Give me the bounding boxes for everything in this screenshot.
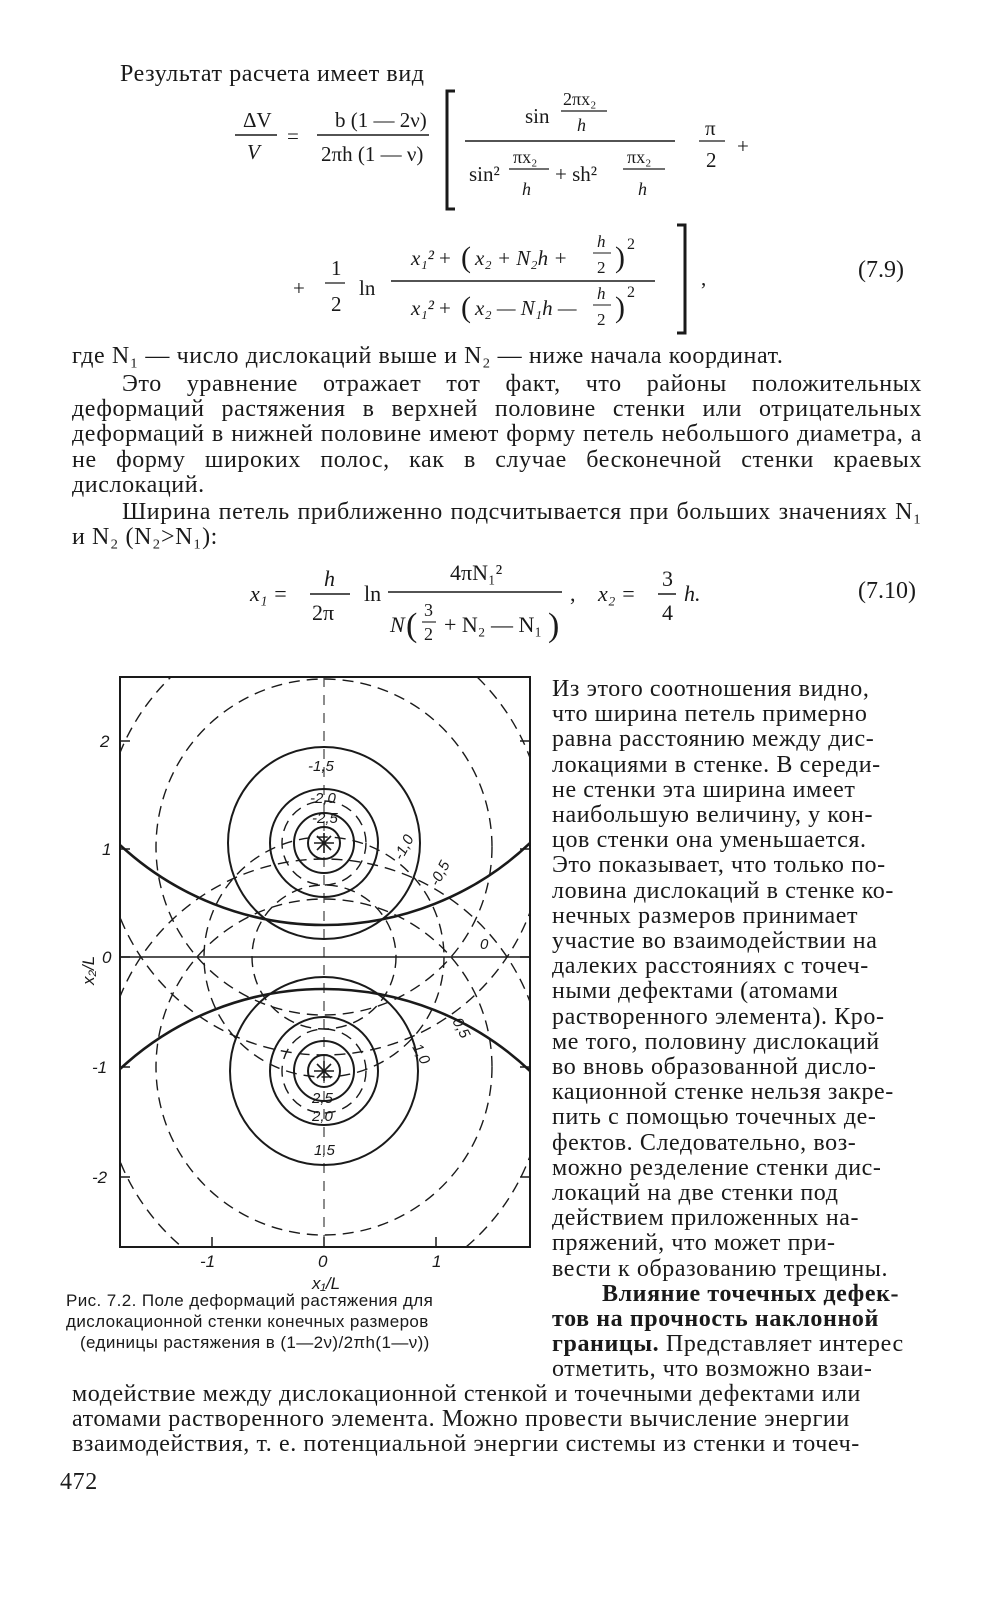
contour-label-minus-1-5: -1,5: [308, 758, 334, 775]
contour-label-2-0: 2,0: [312, 1108, 333, 1125]
contour-label-2-5: 2,5: [312, 1090, 333, 1107]
x-axis-label: x₁/L: [312, 1274, 341, 1293]
svg-text:2: 2: [706, 148, 717, 172]
svg-text:3: 3: [662, 566, 673, 591]
svg-text:2: 2: [424, 624, 433, 644]
svg-text:(: (: [461, 291, 471, 324]
svg-text:h: h: [577, 115, 586, 135]
section-heading-line-2: [552, 1307, 922, 1332]
caption-line-2: дислокационной стенки конечных размеров: [66, 1312, 429, 1331]
section-title-3: границы.: [552, 1331, 660, 1358]
contour-minus-0-5: [104, 665, 540, 1055]
x-tick-1: 1: [432, 1252, 442, 1271]
svg-text:ln: ln: [364, 581, 382, 606]
svg-text:πx₂: πx₂: [627, 147, 652, 167]
contour-label-minus-0-5: -0,5: [426, 858, 454, 889]
svg-text:2πx₂: 2πx₂: [563, 89, 597, 109]
right-line: ловина дислокаций в стенке ко-: [552, 877, 894, 904]
contour-label-minus-2-5: -2,5: [312, 810, 338, 827]
contour-label-1-5: 1,5: [314, 1142, 335, 1159]
caption-line-1: Рис. 7.2. Поле деформаций растяжения для: [66, 1291, 434, 1310]
svg-text:h: h: [597, 232, 606, 251]
right-line: Из этого соотношения видно,: [552, 676, 870, 702]
section-cont-1: Представляет интерес: [659, 1331, 904, 1358]
svg-text:h: h: [638, 179, 647, 199]
svg-text:πx₂: πx₂: [513, 147, 538, 167]
svg-text:1: 1: [331, 256, 342, 280]
right-line: во вновь образованной дисло-: [552, 1054, 877, 1081]
x-tick-minus-1: -1: [200, 1252, 216, 1271]
where-line: где N₁ — число дислокаций выше и N₂ — ниже начала координат.: [72, 343, 784, 369]
section-heading-line-1: [552, 1282, 922, 1307]
svg-text:2: 2: [627, 236, 635, 253]
svg-text:): ): [615, 291, 625, 324]
svg-text:(: (: [406, 607, 418, 644]
svg-text:2: 2: [597, 258, 606, 277]
svg-text:+: +: [439, 246, 451, 270]
svg-text:+: +: [737, 134, 749, 158]
section-cont-line-2: отметить, что возможно взаи-: [552, 1356, 873, 1383]
equation-7-9: [225, 85, 1004, 345]
y-tick-minus-2: -2: [92, 1168, 108, 1187]
svg-text:h: h: [324, 566, 335, 591]
svg-text:x₁²: x₁²: [411, 246, 434, 270]
svg-text:+: +: [293, 276, 305, 300]
equation-7-10-number: (7.10): [858, 578, 916, 604]
contour-label-0: 0: [480, 936, 489, 953]
right-line: локациями в стенке. В середи-: [552, 751, 881, 778]
right-line: участие во взаимодействии на: [552, 928, 878, 955]
right-line: кационной стенке нельзя закре-: [552, 1079, 894, 1106]
contour-label-0-5: 0,5: [448, 1014, 474, 1042]
right-line: вести к образованию трещины.: [552, 1255, 889, 1282]
equation-7-9-number: (7.9): [858, 257, 904, 283]
svg-text:h: h: [597, 284, 606, 303]
caption-line-3: (единицы растяжения в (1—2ν)/2πh(1—ν)): [80, 1333, 430, 1352]
svg-text:h.: h.: [684, 581, 701, 606]
section-heading-line-3: [552, 1332, 922, 1357]
right-column: [552, 677, 922, 1383]
right-line: далеких расстояниях с точеч-: [552, 953, 869, 980]
svg-text:N: N: [390, 612, 405, 637]
figure-caption: [66, 1290, 526, 1353]
svg-text:=: =: [287, 124, 299, 148]
svg-text:,: ,: [570, 581, 576, 606]
paragraph-1: Это уравнение отражает тот факт, что районы положительных деформаций растяжения в верхней половине стенки или отрицательных деформаций в нижней половине имеют форму петель небольшого диаметра, а не форму широких полос, как в случае бесконечной стенки краевых дислокаций.: [72, 371, 922, 498]
bottom-line-3: взаимодействия, т. е. потенциальной энергии системы из стенки и точеч-: [72, 1431, 860, 1458]
svg-text:,: ,: [701, 266, 707, 290]
y-axis-label: x₂/L: [79, 955, 98, 985]
svg-text:x₁²: x₁²: [411, 296, 434, 320]
right-line: ными дефектами (атомами: [552, 978, 839, 1005]
page-number: 472: [60, 1469, 98, 1495]
right-line: растворенного элемента). Кро-: [552, 1003, 885, 1030]
equation-7-10: [240, 556, 1000, 656]
right-line: не стенки эта ширина имеет: [552, 776, 856, 803]
right-line: действием приложенных на-: [552, 1205, 860, 1232]
svg-text:sin²: sin²: [469, 162, 500, 186]
svg-text:ΔV: ΔV: [243, 108, 272, 132]
svg-text:V: V: [247, 140, 260, 164]
svg-text:b (1 — 2ν): b (1 — 2ν): [335, 108, 427, 132]
right-line: равна расстоянию между дис-: [552, 726, 875, 753]
svg-text:+ N₂ — N₁: + N₂ — N₁: [444, 612, 543, 637]
bottom-line-1: модействие между дислокационной стенкой и точечными дефектами или: [72, 1381, 861, 1407]
svg-text:): ): [615, 241, 625, 274]
svg-text:π: π: [705, 116, 716, 140]
y-tick-2: 2: [100, 732, 110, 751]
section-title-2: тов на прочность наклонной: [552, 1306, 879, 1333]
svg-text:4: 4: [662, 600, 673, 625]
svg-text:+ sh²: + sh²: [555, 162, 598, 186]
svg-text:2πh (1 — ν): 2πh (1 — ν): [321, 142, 424, 166]
svg-text:): ): [548, 607, 560, 644]
contour-label-minus-2-0: -2,0: [310, 790, 336, 807]
svg-text:2: 2: [627, 284, 635, 301]
right-line: нечных размеров принимает: [552, 902, 859, 929]
right-line: наибольшую величину, у кон-: [552, 802, 874, 829]
y-tick-1: 1: [102, 840, 112, 859]
svg-text:ln: ln: [359, 276, 376, 300]
right-line: ме того, половину дислокаций: [552, 1028, 880, 1055]
right-line: Это показывает, что только по-: [552, 852, 886, 879]
section-title-1: Влияние точечных дефек-: [602, 1280, 900, 1307]
svg-text:2π: 2π: [312, 600, 335, 625]
right-line: цов стенки она уменьшается.: [552, 827, 867, 854]
right-line: что ширина петель примерно: [552, 701, 868, 728]
y-tick-0: 0: [102, 948, 112, 967]
svg-text:2: 2: [331, 292, 342, 316]
right-line: пряжений, что может при-: [552, 1230, 836, 1257]
bottom-paragraph: [72, 1382, 922, 1458]
svg-text:x₂ — N₁h —: x₂ — N₁h —: [475, 296, 577, 320]
right-line: пить с помощью точечных де-: [552, 1104, 877, 1131]
svg-text:x₂ + N₂h +: x₂ + N₂h +: [475, 246, 568, 270]
svg-text:2: 2: [597, 310, 606, 329]
svg-text:3: 3: [424, 600, 433, 620]
svg-text:x₁ =: x₁ =: [250, 581, 288, 606]
svg-text:h: h: [522, 179, 531, 199]
right-line: фектов. Следовательно, воз-: [552, 1129, 857, 1156]
bottom-line-2: атомами растворенного элемента. Можно провести вычисление энергии: [72, 1406, 850, 1433]
right-line: локаций на две стенки под: [552, 1180, 839, 1207]
figure-7-2: [60, 665, 540, 1295]
right-line: можно резделение стенки дис-: [552, 1154, 882, 1181]
svg-text:x₂ =: x₂ =: [598, 581, 636, 606]
contour-label-minus-1-0: -1,0: [390, 832, 418, 863]
paragraph-2: Ширина петель приближенно подсчитывается при больших значениях N₁ и N₂ (N₂>N₁):: [72, 499, 922, 551]
x-tick-0: 0: [318, 1252, 328, 1271]
svg-text:sin: sin: [525, 104, 550, 128]
y-tick-minus-1: -1: [92, 1058, 108, 1077]
svg-text:(: (: [461, 241, 471, 274]
svg-text:+: +: [439, 296, 451, 320]
contour-label-1-0: 1,0: [408, 1040, 434, 1068]
intro-line: Результат расчета имеет вид: [120, 61, 425, 87]
svg-text:4πN₁²: 4πN₁²: [450, 560, 503, 585]
